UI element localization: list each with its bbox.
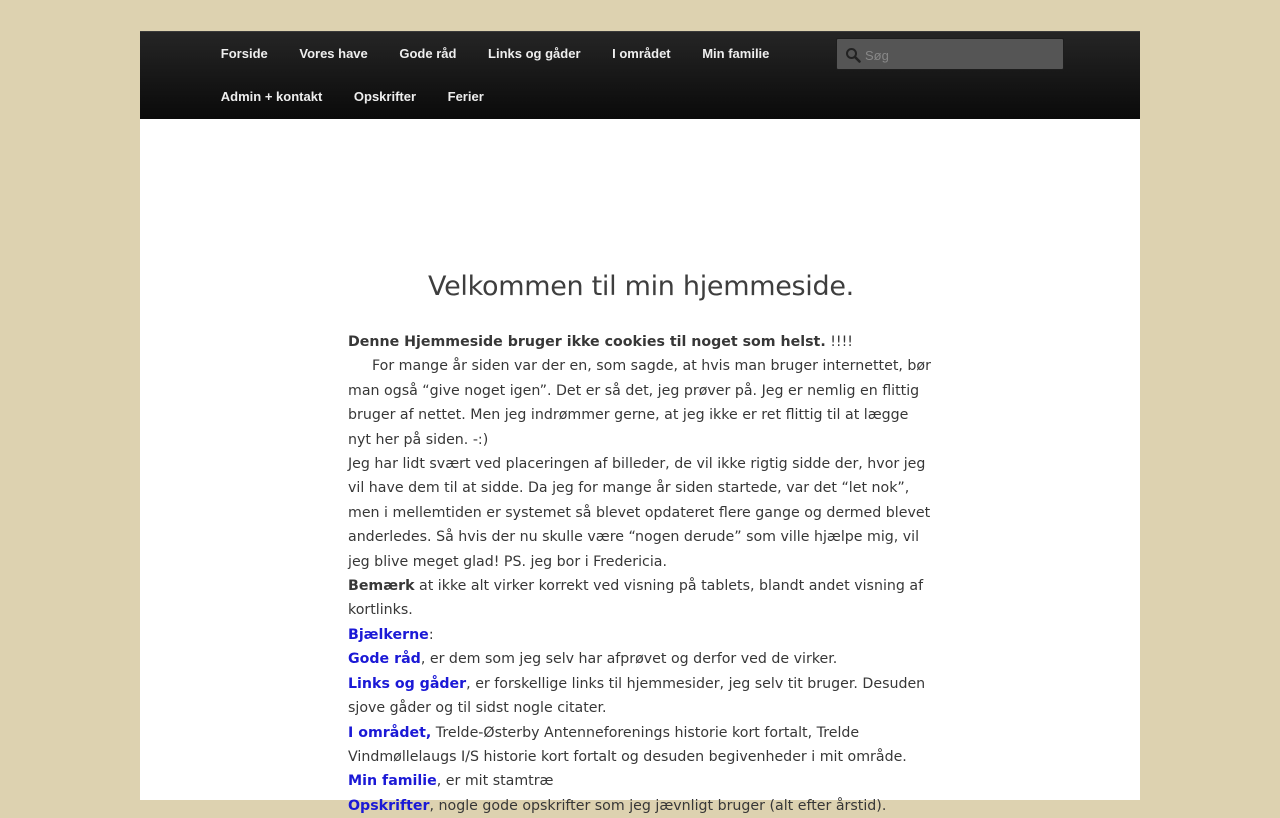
nav-row-primary	[205, 32, 785, 75]
cookie-notice-tail: !!!!	[825, 334, 853, 350]
list-item	[348, 647, 934, 671]
article	[348, 263, 934, 818]
main-navigation	[140, 31, 1140, 119]
nav-item-ferier[interactable]: Ferier	[447, 89, 484, 104]
nav-item-vores-have[interactable]: Vores have	[299, 46, 368, 61]
list-item	[348, 794, 934, 818]
list-item-text: , nogle gode opskrifter som jeg jævnligt bruger (alt efter årstid).	[429, 797, 887, 814]
search-box	[836, 38, 1064, 70]
bars-heading	[348, 623, 934, 647]
list-item-text: , er dem som jeg selv har afprøvet og derfor ved de virker.	[420, 651, 838, 668]
cookie-notice-bold: Denne Hjemmeside bruger ikke cookies til noget som helst.	[348, 334, 826, 350]
intro-paragraph: For mange år siden var der en, som sagde, at hvis man bruger internettet, bør man også “give noget igen”. Det er så det, jeg prøver på. Jeg er nemlig en flittig bruger af nettet. Men jeg indrømmer gerne, at jeg ikke er ret flittig til at lægge nyt her på siden. -:)	[348, 358, 931, 448]
nav-item-gode-raad[interactable]: Gode råd	[399, 46, 457, 61]
tablet-note-bold: Bemærk	[348, 578, 415, 595]
nav-item-forside[interactable]: Forside	[220, 46, 268, 61]
nav-item-opskrifter[interactable]: Opskrifter	[353, 89, 417, 104]
bars-label: Bjælkerne	[348, 626, 429, 643]
tablet-note	[348, 574, 934, 623]
list-item	[348, 672, 934, 721]
link-min-familie[interactable]: Min familie	[348, 773, 437, 790]
list-item	[348, 769, 934, 793]
link-gode-raad[interactable]: Gode råd	[348, 651, 421, 668]
images-paragraph: Jeg har lidt svært ved placeringen af billeder, de vil ikke rigtig sidde der, hvor jeg vil have dem til at sidde. Da jeg for mange år siden startede, var det “let nok”, men i mellemtiden er systemet så blevet opdateret flere gange og dermed blevet anderledes. Så hvis der nu skulle være “nogen derude” som ville hjælpe mig, vil jeg blive meget glad! PS. jeg bor i Fredericia.	[348, 456, 931, 570]
nav-item-admin-kontakt[interactable]: Admin + kontakt	[220, 89, 323, 104]
page-title: Velkommen til min hjemmeside.	[428, 271, 854, 302]
list-item-text: , er forskellige links til hjemmesider, jeg selv tit bruger. Desuden sjove gåder og til sidst nogle citater.	[348, 675, 926, 717]
nav-item-i-omraadet[interactable]: I området	[612, 46, 671, 61]
list-item	[348, 721, 934, 770]
link-opskrifter[interactable]: Opskrifter	[348, 797, 430, 814]
list-item-text: , er mit stamtræ	[436, 773, 554, 790]
list-item-text: Trelde-Østerby Antenneforenings historie kort fortalt, Trelde Vindmøllelaugs I/S historie kort fortalt og desuden begivenheder i mit område.	[348, 724, 907, 765]
link-links-og-gaader[interactable]: Links og gåder	[348, 675, 467, 692]
bars-colon: :	[428, 626, 434, 643]
cookie-notice	[348, 330, 934, 354]
search-icon	[845, 47, 861, 63]
nav-item-links-og-gaader[interactable]: Links og gåder	[488, 46, 581, 61]
nav-row-secondary	[205, 75, 500, 118]
tablet-note-tail: at ikke alt virker korrekt ved visning på tablets, blandt andet visning af kortlinks.	[348, 578, 924, 619]
page	[140, 31, 1140, 814]
nav-item-min-familie[interactable]: Min familie	[702, 46, 770, 61]
search-input[interactable]	[863, 43, 1063, 67]
link-i-omraadet[interactable]: I området,	[348, 724, 432, 741]
